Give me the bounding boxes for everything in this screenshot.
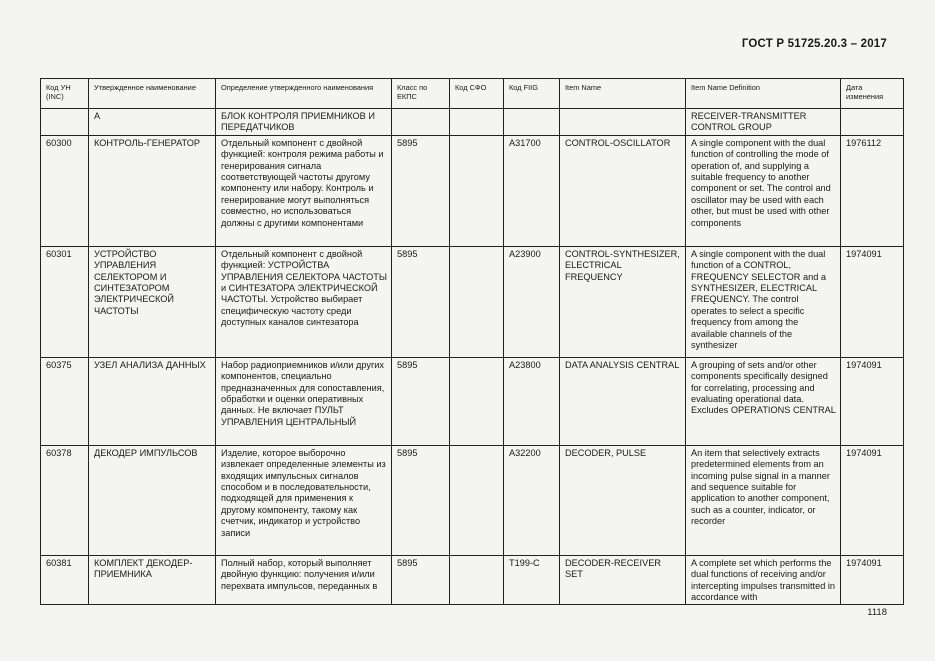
cell-item-definition: A single component with the dual function of a CONTROL, FREQUENCY SELECTOR and a SYNTHESIZER, ELECTRICAL FREQUENCY. The control operates to select a specific frequency from among the available channels of the synthesizer bbox=[686, 246, 841, 357]
cell-class: 5895 bbox=[392, 357, 450, 445]
cell-inc: 60381 bbox=[41, 555, 89, 605]
cell-item-definition: A single component with the dual function of controlling the mode of operation of, and supplying a suitable frequency to another component or set. The control and oscillator may be used with each other, but must be used with other components bbox=[686, 135, 841, 246]
table-row bbox=[41, 357, 904, 445]
cell-definition: Отдельный компонент с двойной функцией: контроля режима работы и генерирования сигнала соответствующей частоты другому компоненту или набору. Контроль и генерирование могут выполняться совместно, но использоваться должны с другими компонентами bbox=[216, 135, 392, 246]
cell-sfo bbox=[450, 246, 504, 357]
page-number: 1118 bbox=[867, 607, 887, 618]
cell-item-definition: RECEIVER-TRANSMITTER CONTROL GROUP bbox=[686, 109, 841, 136]
cell-inc: 60300 bbox=[41, 135, 89, 246]
cell-inc: 60378 bbox=[41, 445, 89, 555]
cell-approved-name: КОНТРОЛЬ-ГЕНЕРАТОР bbox=[89, 135, 216, 246]
cell-approved-name: А bbox=[89, 109, 216, 136]
col-header-date: Дата изменения bbox=[841, 79, 904, 109]
cell-item-name: CONTROL-SYNTHESIZER, ELECTRICAL FREQUENCY bbox=[560, 246, 686, 357]
cell-sfo bbox=[450, 109, 504, 136]
table-row bbox=[41, 445, 904, 555]
col-header-approved-name: Утвержденное наименование bbox=[89, 79, 216, 109]
cell-fiig bbox=[504, 109, 560, 136]
cell-date: 1974091 bbox=[841, 357, 904, 445]
cell-item-definition: An item that selectively extracts predetermined elements from an incoming pulse signal in a manner and sequence suitable for application to another component, such as a counter, indicator, or recorder bbox=[686, 445, 841, 555]
table-row bbox=[41, 555, 904, 605]
cell-approved-name: УЗЕЛ АНАЛИЗА ДАННЫХ bbox=[89, 357, 216, 445]
table-row bbox=[41, 246, 904, 357]
cell-item-name: CONTROL-OSCILLATOR bbox=[560, 135, 686, 246]
cell-definition: Набор радиоприемников и/или других компонентов, специально предназначенных для сопоставления, обработки и оценки оперативных данных. Не включает ПУЛЬТ УПРАВЛЕНИЯ ЦЕНТРАЛЬНЫЙ bbox=[216, 357, 392, 445]
cell-fiig: T199-C bbox=[504, 555, 560, 605]
cell-approved-name: УСТРОЙСТВО УПРАВЛЕНИЯ СЕЛЕКТОРОМ И СИНТЕЗАТОРОМ ЭЛЕКТРИЧЕСКОЙ ЧАСТОТЫ bbox=[89, 246, 216, 357]
cell-approved-name: ДЕКОДЕР ИМПУЛЬСОВ bbox=[89, 445, 216, 555]
cell-fiig: A31700 bbox=[504, 135, 560, 246]
cell-sfo bbox=[450, 135, 504, 246]
table-row bbox=[41, 109, 904, 136]
col-header-fiig: Код FIIG bbox=[504, 79, 560, 109]
cell-class: 5895 bbox=[392, 445, 450, 555]
cell-item-name bbox=[560, 109, 686, 136]
cell-definition: Изделие, которое выборочно извлекает определенные элементы из входящих импульсных сигналов способом и в последовательности, подходящей для применения к другому компоненту, такому как счетчик, индикатор и устройство записи bbox=[216, 445, 392, 555]
cell-sfo bbox=[450, 357, 504, 445]
cell-item-name: DATA ANALYSIS CENTRAL bbox=[560, 357, 686, 445]
cell-item-definition: A complete set which performs the dual functions of receiving and/or intercepting impulses transmitted in accordance with bbox=[686, 555, 841, 605]
cell-sfo bbox=[450, 445, 504, 555]
table-header-row bbox=[41, 79, 904, 109]
cell-date: 1974091 bbox=[841, 555, 904, 605]
cell-class: 5895 bbox=[392, 555, 450, 605]
cell-class: 5895 bbox=[392, 246, 450, 357]
cell-date: 1974091 bbox=[841, 246, 904, 357]
cell-fiig: A23900 bbox=[504, 246, 560, 357]
cell-inc bbox=[41, 109, 89, 136]
col-header-item-definition: Item Name Definition bbox=[686, 79, 841, 109]
cell-item-name: DECODER, PULSE bbox=[560, 445, 686, 555]
cell-class: 5895 bbox=[392, 135, 450, 246]
cell-definition: Полный набор, который выполняет двойную функцию: получения и/или перехвата импульсов, переданных в bbox=[216, 555, 392, 605]
catalog-table bbox=[40, 78, 904, 605]
col-header-definition: Определение утвержденного наименования bbox=[216, 79, 392, 109]
cell-item-definition: A grouping of sets and/or other components specifically designed for correlating, processing and evaluating operational data. Excludes OPERATIONS CENTRAL bbox=[686, 357, 841, 445]
col-header-sfo: Код СФО bbox=[450, 79, 504, 109]
cell-date bbox=[841, 109, 904, 136]
cell-date: 1976112 bbox=[841, 135, 904, 246]
cell-fiig: A23800 bbox=[504, 357, 560, 445]
table-row bbox=[41, 135, 904, 246]
document-code: ГОСТ Р 51725.20.3 – 2017 bbox=[741, 38, 887, 50]
cell-sfo bbox=[450, 555, 504, 605]
cell-approved-name: КОМПЛЕКТ ДЕКОДЕР-ПРИЕМНИКА bbox=[89, 555, 216, 605]
col-header-class: Класс по ЕКПС bbox=[392, 79, 450, 109]
cell-item-name: DECODER-RECEIVER SET bbox=[560, 555, 686, 605]
cell-definition: Отдельный компонент с двойной функцией: УСТРОЙСТВА УПРАВЛЕНИЯ СЕЛЕКТОРА ЧАСТОТЫ и СИНТЕЗАТОРА ЭЛЕКТРИЧЕСКОЙ ЧАСТОТЫ. Устройство выбирает специфическую частоту среди доступных каналов синтезатора bbox=[216, 246, 392, 357]
cell-fiig: A32200 bbox=[504, 445, 560, 555]
cell-date: 1974091 bbox=[841, 445, 904, 555]
col-header-item-name: Item Name bbox=[560, 79, 686, 109]
cell-inc: 60301 bbox=[41, 246, 89, 357]
cell-inc: 60375 bbox=[41, 357, 89, 445]
col-header-inc: Код УН (INC) bbox=[41, 79, 89, 109]
cell-class bbox=[392, 109, 450, 136]
cell-definition: БЛОК КОНТРОЛЯ ПРИЕМНИКОВ И ПЕРЕДАТЧИКОВ bbox=[216, 109, 392, 136]
